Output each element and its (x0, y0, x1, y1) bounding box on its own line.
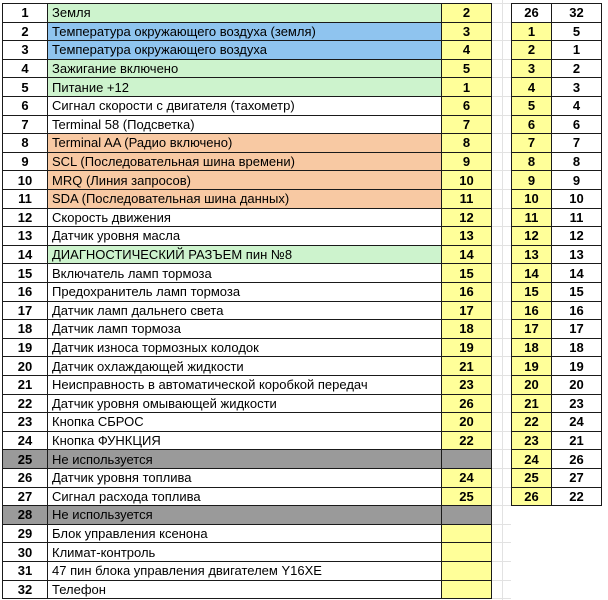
row-number: 19 (2, 338, 48, 358)
pin-number: 21 (442, 356, 492, 376)
pin-number (442, 505, 492, 525)
gridline (492, 226, 511, 227)
signal-description: Датчик уровня масла (48, 226, 442, 246)
connector-26-pin: 10 (511, 189, 552, 209)
gridline (492, 524, 511, 525)
pin-number: 9 (442, 152, 492, 172)
row-number: 6 (2, 96, 48, 116)
row-number: 24 (2, 431, 48, 451)
connector-32-pin: 5 (552, 22, 602, 42)
signal-description: Температура окружающего воздуха (земля) (48, 22, 442, 42)
connector-26-pin: 6 (511, 115, 552, 135)
gridline (492, 3, 511, 4)
pin-number: 22 (442, 431, 492, 451)
connector-26-pin: 1 (511, 22, 552, 42)
row-number: 17 (2, 301, 48, 321)
gridline (492, 170, 511, 171)
connector-26-pin: 25 (511, 468, 552, 488)
connector-32-pin: 12 (552, 226, 602, 246)
signal-description: Зажигание включено (48, 59, 442, 79)
row-number: 21 (2, 375, 48, 395)
pin-number (442, 449, 492, 469)
row-number: 26 (2, 468, 48, 488)
row-number: 13 (2, 226, 48, 246)
row-number: 1 (2, 3, 48, 23)
signal-description: Кнопка СБРОС (48, 412, 442, 432)
signal-description: Температура окружающего воздуха (48, 40, 442, 60)
signal-description: ДИАГНОСТИЧЕСКИЙ РАЗЪЕМ пин №8 (48, 245, 442, 265)
connector-26-pin: 22 (511, 412, 552, 432)
row-number: 14 (2, 245, 48, 265)
connector-32-pin: 21 (552, 431, 602, 451)
gridline (492, 356, 511, 357)
signal-description: Датчик износа тормозных колодок (48, 338, 442, 358)
row-number: 29 (2, 524, 48, 544)
signal-description: Питание +12 (48, 77, 442, 97)
pin-number: 12 (442, 208, 492, 228)
header-connector-32: 32 (552, 3, 602, 23)
gridline (492, 115, 511, 116)
gridline (492, 282, 511, 283)
pin-number: 13 (442, 226, 492, 246)
gridline (492, 542, 511, 543)
pin-number (442, 580, 492, 600)
gridline (492, 394, 511, 395)
signal-description: Не используется (48, 505, 442, 525)
gridline (492, 319, 511, 320)
pin-number: 19 (442, 338, 492, 358)
connector-26-pin: 5 (511, 96, 552, 116)
pin-number: 14 (442, 245, 492, 265)
signal-description: Телефон (48, 580, 442, 600)
signal-description: Terminal AA (Радио включено) (48, 133, 442, 153)
connector-32-pin: 2 (552, 59, 602, 79)
row-number: 9 (2, 152, 48, 172)
signal-description: Земля (48, 3, 442, 23)
pin-number: 4 (442, 40, 492, 60)
gridline (492, 189, 511, 190)
gridline (492, 505, 511, 506)
connector-32-pin: 24 (552, 412, 602, 432)
connector-26-pin: 24 (511, 449, 552, 469)
pin-number: 24 (442, 468, 492, 488)
connector-26-pin: 18 (511, 338, 552, 358)
connector-32-pin: 18 (552, 338, 602, 358)
row-number: 7 (2, 115, 48, 135)
row-number: 3 (2, 40, 48, 60)
pin-number: 16 (442, 282, 492, 302)
connector-26-pin: 21 (511, 394, 552, 414)
signal-description: Кнопка ФУНКЦИЯ (48, 431, 442, 451)
signal-description: Включатель ламп тормоза (48, 263, 442, 283)
connector-26-pin: 20 (511, 375, 552, 395)
gridline (492, 208, 511, 209)
connector-32-pin: 20 (552, 375, 602, 395)
signal-description: SDA (Последовательная шина данных) (48, 189, 442, 209)
pin-number: 20 (442, 412, 492, 432)
connector-26-pin: 16 (511, 301, 552, 321)
gridline (492, 263, 511, 264)
signal-description: Неисправность в автоматической коробкой передач (48, 375, 442, 395)
gridline (492, 40, 511, 41)
connector-32-pin: 11 (552, 208, 602, 228)
row-number: 11 (2, 189, 48, 209)
gridline (492, 598, 511, 599)
row-number: 12 (2, 208, 48, 228)
pin-number: 10 (442, 170, 492, 190)
signal-description: Датчик ламп тормоза (48, 319, 442, 339)
gridline (492, 561, 511, 562)
row-number: 2 (2, 22, 48, 42)
connector-26-pin: 2 (511, 40, 552, 60)
row-number: 18 (2, 319, 48, 339)
connector-32-pin: 6 (552, 115, 602, 135)
gridline (492, 375, 511, 376)
gridline (492, 468, 511, 469)
pin-number: 23 (442, 375, 492, 395)
signal-description: 47 пин блока управления двигателем Y16XE (48, 561, 442, 581)
gridline (492, 245, 511, 246)
signal-description: Скорость движения (48, 208, 442, 228)
connector-26-pin: 8 (511, 152, 552, 172)
row-number: 22 (2, 394, 48, 414)
row-number: 20 (2, 356, 48, 376)
pin-number: 5 (442, 59, 492, 79)
signal-description: Не используется (48, 449, 442, 469)
gridline (492, 301, 511, 302)
gridline (492, 412, 511, 413)
row-number: 27 (2, 487, 48, 507)
pin-number: 8 (442, 133, 492, 153)
gridline (492, 449, 511, 450)
connector-32-pin: 9 (552, 170, 602, 190)
connector-26-pin: 9 (511, 170, 552, 190)
connector-26-pin: 4 (511, 77, 552, 97)
signal-description: Датчик ламп дальнего света (48, 301, 442, 321)
gridline (492, 59, 511, 60)
connector-26-pin: 23 (511, 431, 552, 451)
signal-description: MRQ (Линия запросов) (48, 170, 442, 190)
connector-32-pin: 8 (552, 152, 602, 172)
signal-description: Сигнал расхода топлива (48, 487, 442, 507)
connector-26-pin: 13 (511, 245, 552, 265)
connector-32-pin: 16 (552, 301, 602, 321)
connector-32-pin: 23 (552, 394, 602, 414)
signal-description: Terminal 58 (Подсветка) (48, 115, 442, 135)
gridline (492, 133, 511, 134)
connector-32-pin: 10 (552, 189, 602, 209)
connector-26-pin: 14 (511, 263, 552, 283)
pin-number: 7 (442, 115, 492, 135)
gridline (492, 580, 511, 581)
connector-32-pin: 4 (552, 96, 602, 116)
row-number: 15 (2, 263, 48, 283)
row-number: 23 (2, 412, 48, 432)
connector-32-pin: 22 (552, 487, 602, 507)
connector-32-pin: 17 (552, 319, 602, 339)
connector-32-pin: 13 (552, 245, 602, 265)
row-number: 31 (2, 561, 48, 581)
gridline (492, 22, 511, 23)
pin-number: 6 (442, 96, 492, 116)
connector-26-pin: 19 (511, 356, 552, 376)
pin-number: 11 (442, 189, 492, 209)
pin-number: 18 (442, 319, 492, 339)
connector-32-pin: 19 (552, 356, 602, 376)
row-number: 25 (2, 449, 48, 469)
gridline (492, 487, 511, 488)
connector-26-pin: 11 (511, 208, 552, 228)
connector-26-pin: 12 (511, 226, 552, 246)
row-number: 16 (2, 282, 48, 302)
pin-number: 17 (442, 301, 492, 321)
pin-number: 1 (442, 77, 492, 97)
row-number: 5 (2, 77, 48, 97)
signal-description: Климат-контроль (48, 542, 442, 562)
gridline (492, 152, 511, 153)
pin-number (442, 542, 492, 562)
connector-26-pin: 17 (511, 319, 552, 339)
row-number: 28 (2, 505, 48, 525)
signal-description: Блок управления ксенона (48, 524, 442, 544)
row-number: 10 (2, 170, 48, 190)
connector-32-pin: 26 (552, 449, 602, 469)
signal-description: Предохранитель ламп тормоза (48, 282, 442, 302)
connector-32-pin: 27 (552, 468, 602, 488)
connector-26-pin: 7 (511, 133, 552, 153)
connector-32-pin: 1 (552, 40, 602, 60)
signal-description: Датчик охлаждающей жидкости (48, 356, 442, 376)
connector-26-pin: 26 (511, 487, 552, 507)
signal-description: SCL (Последовательная шина времени) (48, 152, 442, 172)
signal-description: Сигнал скорости с двигателя (тахометр) (48, 96, 442, 116)
pin-number: 15 (442, 263, 492, 283)
connector-32-pin: 7 (552, 133, 602, 153)
connector-26-pin: 3 (511, 59, 552, 79)
pin-number: 25 (442, 487, 492, 507)
pin-number (442, 524, 492, 544)
connector-32-pin: 14 (552, 263, 602, 283)
pin-number (442, 561, 492, 581)
pin-number: 2 (442, 3, 492, 23)
row-number: 8 (2, 133, 48, 153)
connector-32-pin: 3 (552, 77, 602, 97)
gridline (492, 431, 511, 432)
gridline (492, 338, 511, 339)
row-number: 4 (2, 59, 48, 79)
row-number: 32 (2, 580, 48, 600)
pin-number: 3 (442, 22, 492, 42)
signal-description: Датчик уровня топлива (48, 468, 442, 488)
gridline (492, 96, 511, 97)
connector-32-pin: 15 (552, 282, 602, 302)
signal-description: Датчик уровня омывающей жидкости (48, 394, 442, 414)
pin-number: 26 (442, 394, 492, 414)
header-connector-26: 26 (511, 3, 552, 23)
row-number: 30 (2, 542, 48, 562)
connector-26-pin: 15 (511, 282, 552, 302)
gridline (492, 77, 511, 78)
